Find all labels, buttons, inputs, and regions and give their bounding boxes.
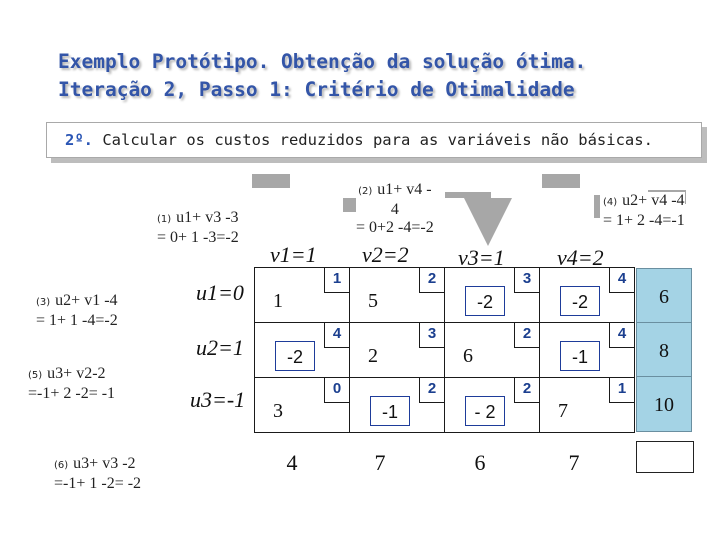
reduced-cost-box: -2 — [560, 286, 600, 316]
cost-value: 4 — [609, 268, 634, 293]
tableau-cell — [350, 323, 445, 378]
cost-value: 2 — [419, 378, 444, 403]
note-2: (2) u1+ v4 - 4 = 0+2 -4=-2 — [356, 181, 434, 236]
note-1: (1) u1+ v3 -3 = 0+ 1 -3=-2 — [157, 209, 239, 246]
tableau-cell — [255, 378, 350, 433]
v1-label: v1=1 — [270, 242, 317, 267]
tableau-cell — [255, 323, 350, 378]
u3-label: u3=-1 — [190, 387, 246, 412]
allocation-value: 5 — [368, 290, 378, 312]
step-number: 2º. — [65, 131, 93, 149]
cost-value: 1 — [324, 268, 349, 293]
u2-label: u2=1 — [196, 335, 244, 360]
cost-value: 0 — [324, 378, 349, 403]
allocation-value: 2 — [368, 345, 378, 367]
allocation-value: 1 — [273, 290, 283, 312]
cost-value: 2 — [514, 378, 539, 403]
total-cell — [636, 441, 694, 473]
supply-cell: 8 — [636, 322, 692, 378]
note-6: (6) u3+ v3 -2 =-1+ 1 -2= -2 — [54, 455, 142, 492]
tableau-cell — [255, 268, 350, 323]
table-row — [255, 378, 635, 433]
cost-value: 1 — [609, 378, 634, 403]
cost-value: 3 — [514, 268, 539, 293]
supply-cell: 6 — [636, 268, 692, 324]
demand-value: 4 — [286, 450, 298, 475]
tableau-cell — [540, 378, 635, 433]
demand-value: 7 — [374, 450, 386, 475]
step-text: Calcular os custos reduzidos para as variáveis não básicas. — [93, 131, 653, 149]
v2-label: v2=2 — [362, 242, 409, 267]
arrow-note-2 — [445, 195, 488, 240]
allocation-value: 7 — [558, 400, 568, 422]
v4-label: v4=2 — [557, 245, 604, 270]
table-row — [255, 268, 635, 323]
demand-value: 6 — [474, 450, 486, 475]
table-row — [255, 323, 635, 378]
reduced-cost-box: -2 — [275, 341, 315, 371]
cost-value: 3 — [419, 323, 444, 348]
allocation-value: 3 — [273, 400, 283, 422]
u1-label: u1=0 — [196, 280, 244, 305]
reduced-cost-box: -1 — [370, 396, 410, 426]
note-5: (5) u3+ v2-2 =-1+ 2 -2= -1 — [28, 365, 116, 402]
tableau-cell — [445, 378, 540, 433]
tableau-cell — [350, 268, 445, 323]
tableau-cell — [445, 268, 540, 323]
title-line-2: Iteração 2, Passo 1: Critério de Otimalidade — [58, 78, 575, 101]
tableau-cell — [540, 323, 635, 378]
title-line-1: Exemplo Protótipo. Obtenção da solução ótima. — [58, 50, 587, 73]
reduced-cost-box: - 2 — [465, 396, 505, 426]
cost-value: 2 — [419, 268, 444, 293]
cost-value: 4 — [609, 323, 634, 348]
cost-value: 4 — [324, 323, 349, 348]
note-4: (4) u2+ v4 -4 = 1+ 2 -4=-1 — [603, 192, 685, 229]
cost-value: 2 — [514, 323, 539, 348]
arrow-note-4 — [597, 195, 600, 215]
note-3: (3) u2+ v1 -4 = 1+ 1 -4=-2 — [36, 292, 118, 329]
tableau-cell — [445, 323, 540, 378]
v3-label: v3=1 — [458, 245, 505, 270]
allocation-value: 6 — [463, 345, 473, 367]
demand-value: 7 — [568, 450, 580, 475]
reduced-cost-box: -1 — [560, 341, 600, 371]
tableau-cell — [540, 268, 635, 323]
supply-cell: 10 — [636, 376, 692, 432]
tableau-cell — [350, 378, 445, 433]
transport-tableau — [254, 267, 635, 433]
reduced-cost-box: -2 — [465, 286, 505, 316]
